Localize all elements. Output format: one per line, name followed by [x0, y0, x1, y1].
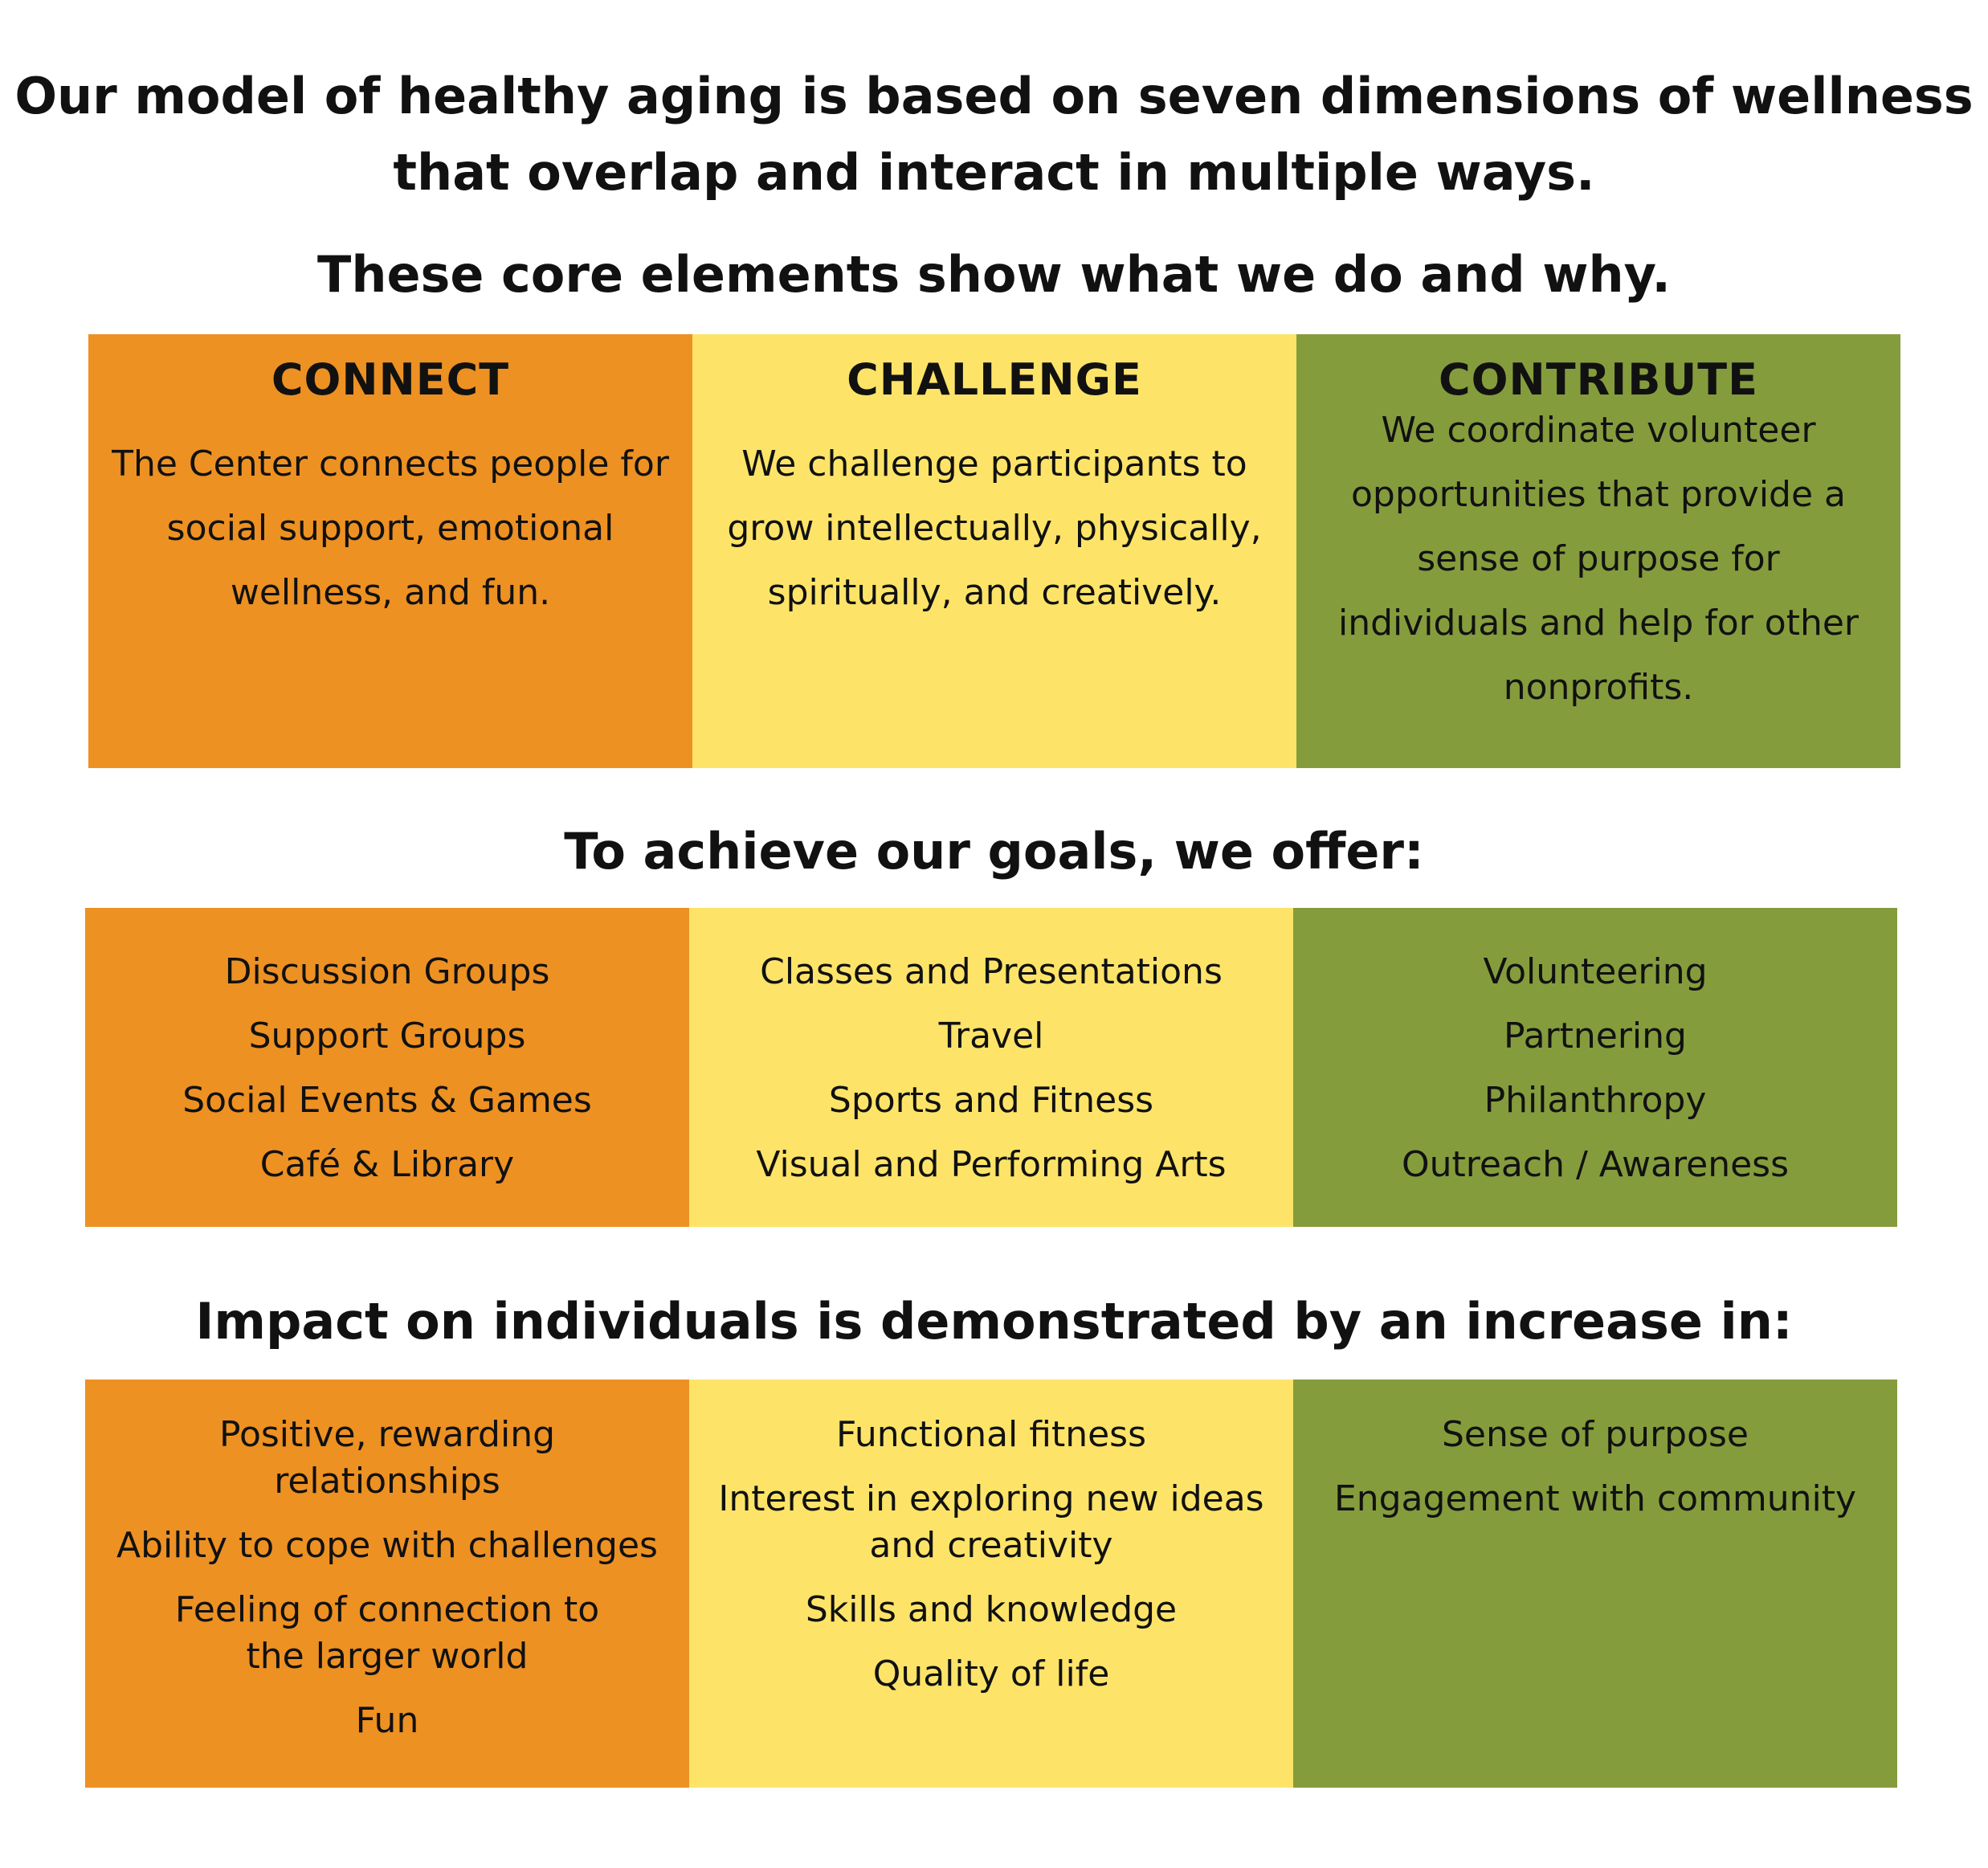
offering-item: Café & Library	[259, 1144, 515, 1185]
offerings-row	[85, 908, 1897, 1227]
impact-item: Skills and knowledge	[805, 1589, 1178, 1630]
impact-item: Feeling of connection to the larger world	[174, 1589, 600, 1677]
offering-item: Partnering	[1504, 1016, 1687, 1057]
impact-item: Interest in exploring new ideas and creativity	[718, 1478, 1264, 1566]
offering-item: Philanthropy	[1484, 1080, 1707, 1121]
connect-title: CONNECT	[271, 354, 510, 405]
offering-item: Visual and Performing Arts	[756, 1144, 1227, 1185]
offering-item: Discussion Groups	[224, 951, 550, 992]
challenge-panel	[692, 334, 1296, 768]
page-title: Our model of healthy aging is based on seven dimensions of wellness that overlap and interact in multiple ways.	[14, 67, 1974, 202]
contribute-impacts	[1293, 1380, 1897, 1788]
offering-item: Classes and Presentations	[760, 951, 1223, 992]
impact-item: Ability to cope with challenges	[116, 1525, 658, 1566]
connect-impacts	[85, 1380, 689, 1788]
connect-offerings	[85, 908, 689, 1227]
impact-item: Positive, rewarding relationships	[218, 1414, 556, 1502]
contribute-offerings	[1293, 908, 1897, 1227]
core-elements-row	[88, 334, 1900, 768]
contribute-panel	[1296, 334, 1900, 768]
connect-panel	[88, 334, 692, 768]
impact-item: Fun	[355, 1700, 419, 1741]
offering-item: Travel	[938, 1016, 1044, 1057]
offering-item: Sports and Fitness	[828, 1080, 1154, 1121]
offering-item: Support Groups	[248, 1016, 526, 1057]
core-elements-heading: These core elements show what we do and why.	[317, 245, 1671, 304]
offering-item: Social Events & Games	[182, 1080, 592, 1121]
impact-heading: Impact on individuals is demonstrated by an increase in:	[195, 1292, 1793, 1351]
challenge-offerings	[689, 908, 1293, 1227]
impact-row	[85, 1380, 1897, 1788]
challenge-title: CHALLENGE	[847, 354, 1142, 405]
impact-item: Quality of life	[872, 1653, 1110, 1694]
contribute-title: CONTRIBUTE	[1439, 354, 1758, 405]
contribute-description: We coordinate volunteer opportunities that provide a sense of purpose for individuals and help for other nonprofits.	[1337, 410, 1859, 708]
challenge-impacts	[689, 1380, 1293, 1788]
connect-description: The Center connects people for social support, emotional wellness, and fun.	[112, 443, 669, 613]
offering-item: Volunteering	[1483, 951, 1708, 992]
impact-item: Functional fitness	[835, 1414, 1147, 1455]
impact-item: Sense of purpose	[1441, 1414, 1749, 1455]
impact-item: Engagement with community	[1333, 1478, 1857, 1519]
offerings-heading: To achieve our goals, we offer:	[564, 822, 1424, 881]
offering-item: Outreach / Awareness	[1401, 1144, 1790, 1185]
challenge-description: We challenge participants to grow intellectually, physically, spiritually, and creatively.	[727, 443, 1262, 613]
